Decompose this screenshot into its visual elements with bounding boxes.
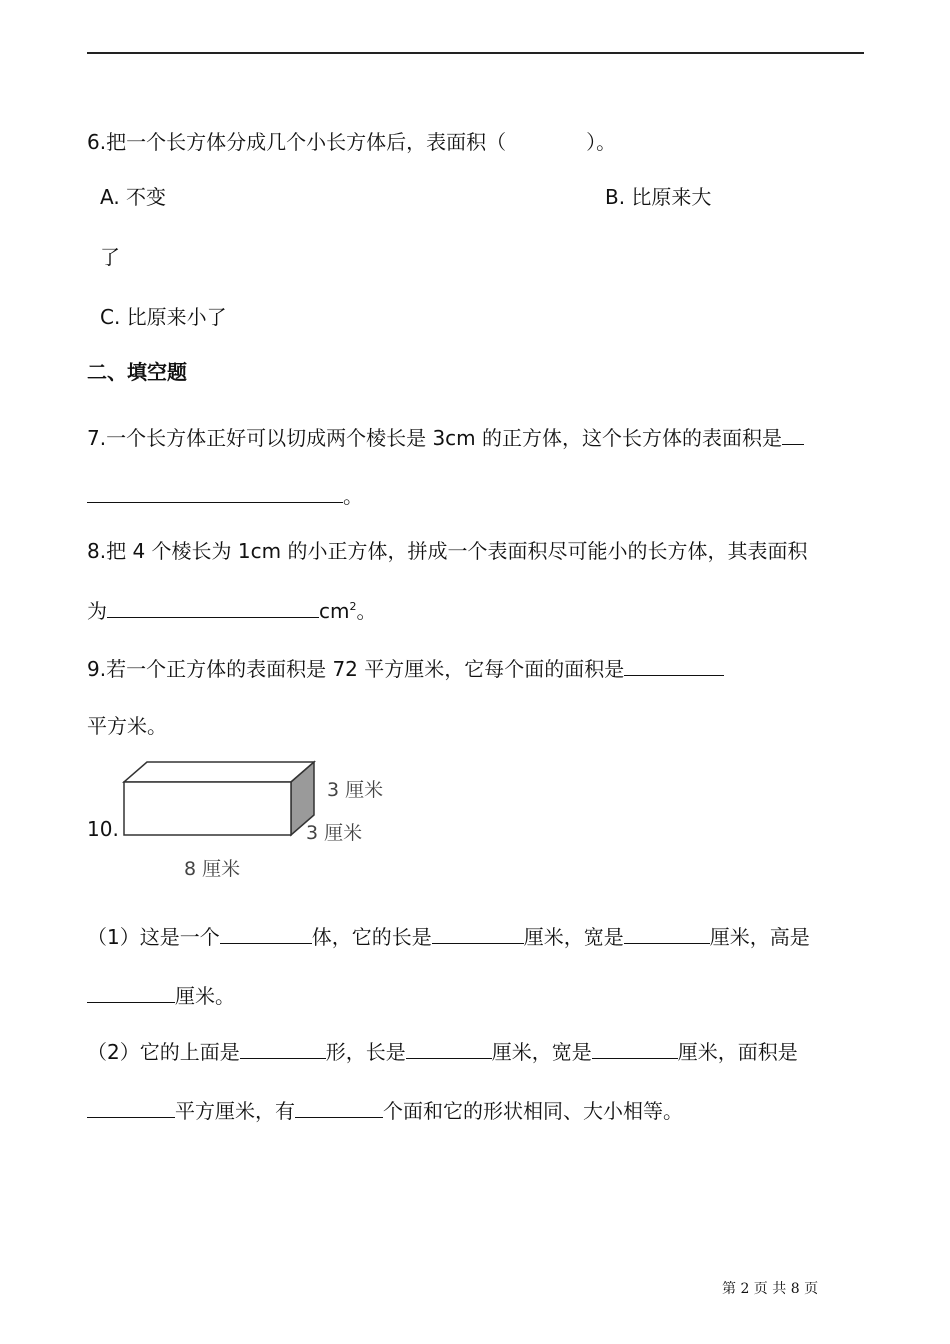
cuboid-height-label: 3 厘米 [327,779,384,801]
q10-number: 10. [87,817,119,841]
q10-p1-blank4[interactable] [87,982,175,1003]
q7-end: 。 [343,484,363,508]
q7-stem: 7.一个长方体正好可以切成两个棱长是 3cm 的正方体，这个长方体的表面积是 [87,426,782,450]
q10-p2-text6: 个面和它的形状相同、大小相等。 [383,1099,683,1123]
q6-option-a: A. 不变 [100,185,167,209]
header-rule [87,52,864,54]
q10-p2-text1: （2）它的上面是 [87,1040,240,1064]
q10-p2-blank5[interactable] [295,1097,383,1118]
q9-line1 [87,655,724,683]
q8-answer-blank[interactable] [107,597,319,618]
q9-line2: 平方米。 [87,714,167,738]
cuboid-figure [115,752,405,887]
q6-stem: 6.把一个长方体分成几个小长方体后，表面积（ ）。 [87,130,617,154]
q8-end: 。 [356,599,377,623]
q7-answer-blank[interactable] [87,482,343,503]
q10-p2-text5: 平方厘米，有 [175,1099,295,1123]
q6-option-c: C. 比原来小了 [100,305,227,329]
q10-p2-blank1[interactable] [240,1038,326,1059]
section-heading: 二、填空题 [87,360,187,384]
q10-p1-text5: 厘米。 [175,984,235,1008]
q10-p2-text2: 形，长是 [325,1040,406,1064]
cuboid-top-face [124,762,314,782]
q10-p2-text3: 厘米，宽是 [491,1040,592,1064]
q8-unit: cm [319,599,350,623]
q6-option-b: B. 比原来大 [605,185,712,209]
q10-part2-line2 [87,1097,683,1125]
q10-p1-blank3[interactable] [624,923,710,944]
q10-p1-text4: 厘米，高是 [709,925,810,949]
q6-option-b-wrap: 了 [100,245,120,269]
q10-p1-blank1[interactable] [220,923,312,944]
q10-part1-line2 [87,982,235,1010]
q10-p2-blank3[interactable] [592,1038,678,1059]
cuboid-length-label: 8 厘米 [184,858,241,880]
q7-line1 [87,424,804,452]
q10-p1-text3: 厘米，宽是 [523,925,624,949]
q7-answer-blank-start[interactable] [782,424,804,445]
q10-part2-line1 [87,1038,798,1066]
q8-prefix: 为 [87,599,107,623]
cuboid-front-face [124,782,291,835]
q10-p2-text4: 厘米，面积是 [677,1040,798,1064]
cuboid-width-label: 3 厘米 [306,822,363,844]
q9-answer-blank[interactable] [624,655,724,676]
q10-p2-blank2[interactable] [406,1038,492,1059]
q8-unit-exponent: 2 [349,600,357,613]
q10-p2-blank4[interactable] [87,1097,175,1118]
page-number: 第 2 页 共 8 页 [722,1281,819,1297]
q8-line2 [87,597,376,625]
q7-line2 [87,482,363,510]
q10-p1-blank2[interactable] [432,923,524,944]
q9-stem: 9.若一个正方体的表面积是 72 平方厘米，它每个面的面积是 [87,657,625,681]
q10-part1-line1 [87,923,810,951]
q8-stem: 8.把 4 个棱长为 1cm 的小正方体，拼成一个表面积尽可能小的长方体，其表面积 [87,539,808,563]
q10-p1-text1: （1）这是一个 [87,925,220,949]
q10-p1-text2: 体，它的长是 [311,925,432,949]
